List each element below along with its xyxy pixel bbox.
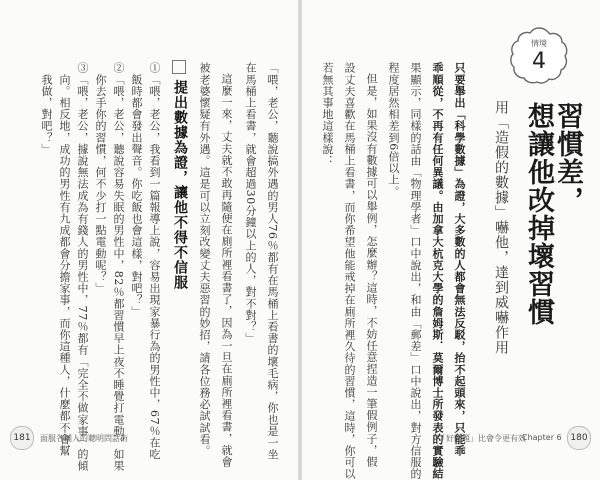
section-title: 提出數據為證，讓他不得不信服 <box>172 80 188 290</box>
numbered-example-line: 我做，對吧？」 <box>40 62 53 155</box>
scenario-number: 4 <box>532 49 546 74</box>
numbered-example-line: ①「喂，老公，我看到一篇報導上說，容易出現家暴行為的男性中，67％在吃 <box>148 62 161 460</box>
chapter-label: Chapter 6 <box>522 433 562 442</box>
numbered-example-line: 飯時都會發出聲音。你吃飯也會這樣，對吧？」 <box>130 62 143 318</box>
body-paragraph-line: 程度居然相差到6倍以上。 <box>387 62 400 198</box>
body-paragraph-line: 果顯示，同樣的話由「物理學者」口中說出，和由「郵差」口中說出，對方信服的 <box>409 62 422 480</box>
numbered-example-line: ③「喂，老公，據說無法成為有錢人的男性中，77％都有「完全不做家事」的傾 <box>76 62 89 472</box>
body-paragraph-line: 若無其事地這樣說： <box>321 62 334 167</box>
section-marker-icon <box>172 60 186 74</box>
left-page-footer-title: 面服各種人的聰明問話術 <box>40 434 128 443</box>
numbered-example-line: 向。相反地，成功的男性有九成都會分擔家事，而你這種人，什麼都不會幫 <box>58 62 71 457</box>
body-paragraph-line: 設丈夫喜歡在馬桶上看書，而你希望他能戒掉在廁所裡久待的習慣，這時，你可以 <box>343 62 356 480</box>
numbered-example-line: ②「喂，老公，聽說容易失眠的男性中，82％都習慣早上夜不睡覺打電動。如果 <box>112 62 125 472</box>
left-page-number: 181 <box>10 426 34 450</box>
example-quote-line: 「喂，老公，聽說搞外遇的男人76％都有在馬桶上看書的壞毛病，你也是一坐 <box>266 62 279 460</box>
right-page-footer-title: 「好問題」比會令更有效 <box>438 434 526 443</box>
right-page-number: 180 <box>567 426 591 450</box>
chapter-title-line-1: 習慣差， <box>552 102 583 214</box>
chapter-title-line-2: 想讓他改掉壞習慣 <box>523 102 554 326</box>
book-gutter <box>298 0 302 480</box>
example-quote-line: 在馬桶上看書，就會超過30分鐘以上的人，對不對？」 <box>244 62 257 344</box>
body-paragraph-line: 但是，如果沒有數據可以舉例，怎麼辦？這時，不妨任意捏造一筆假例子，假 <box>365 73 378 468</box>
body-paragraph-line: 這麼一來，丈夫就不敢再隨便在廁所裡看書了，因為一旦在廁所裡看書，就會 <box>220 73 233 468</box>
numbered-example-line: 你去手你的習慣，何不少打一點電動呢？」 <box>94 62 107 294</box>
scenario-label: 情境 <box>531 39 547 48</box>
body-paragraph-line: 被老婆懷疑有外遇。這是可以立刻改變丈夫惡習的妙招，請各位務必試試看。 <box>198 62 211 457</box>
chapter-subtitle: 用「造假的數據」嚇他，達到威嚇作用 <box>493 100 509 355</box>
body-paragraph-line: 只要舉出「科學數據」為證，大多數的人都會無法反駁，抬不起頭來，只能乖 <box>453 62 466 457</box>
body-paragraph-line: 乖順從，不再有任何異議。由加拿大杭克大學的詹姆斯．莫爾博士所發表的實驗結 <box>431 62 444 480</box>
